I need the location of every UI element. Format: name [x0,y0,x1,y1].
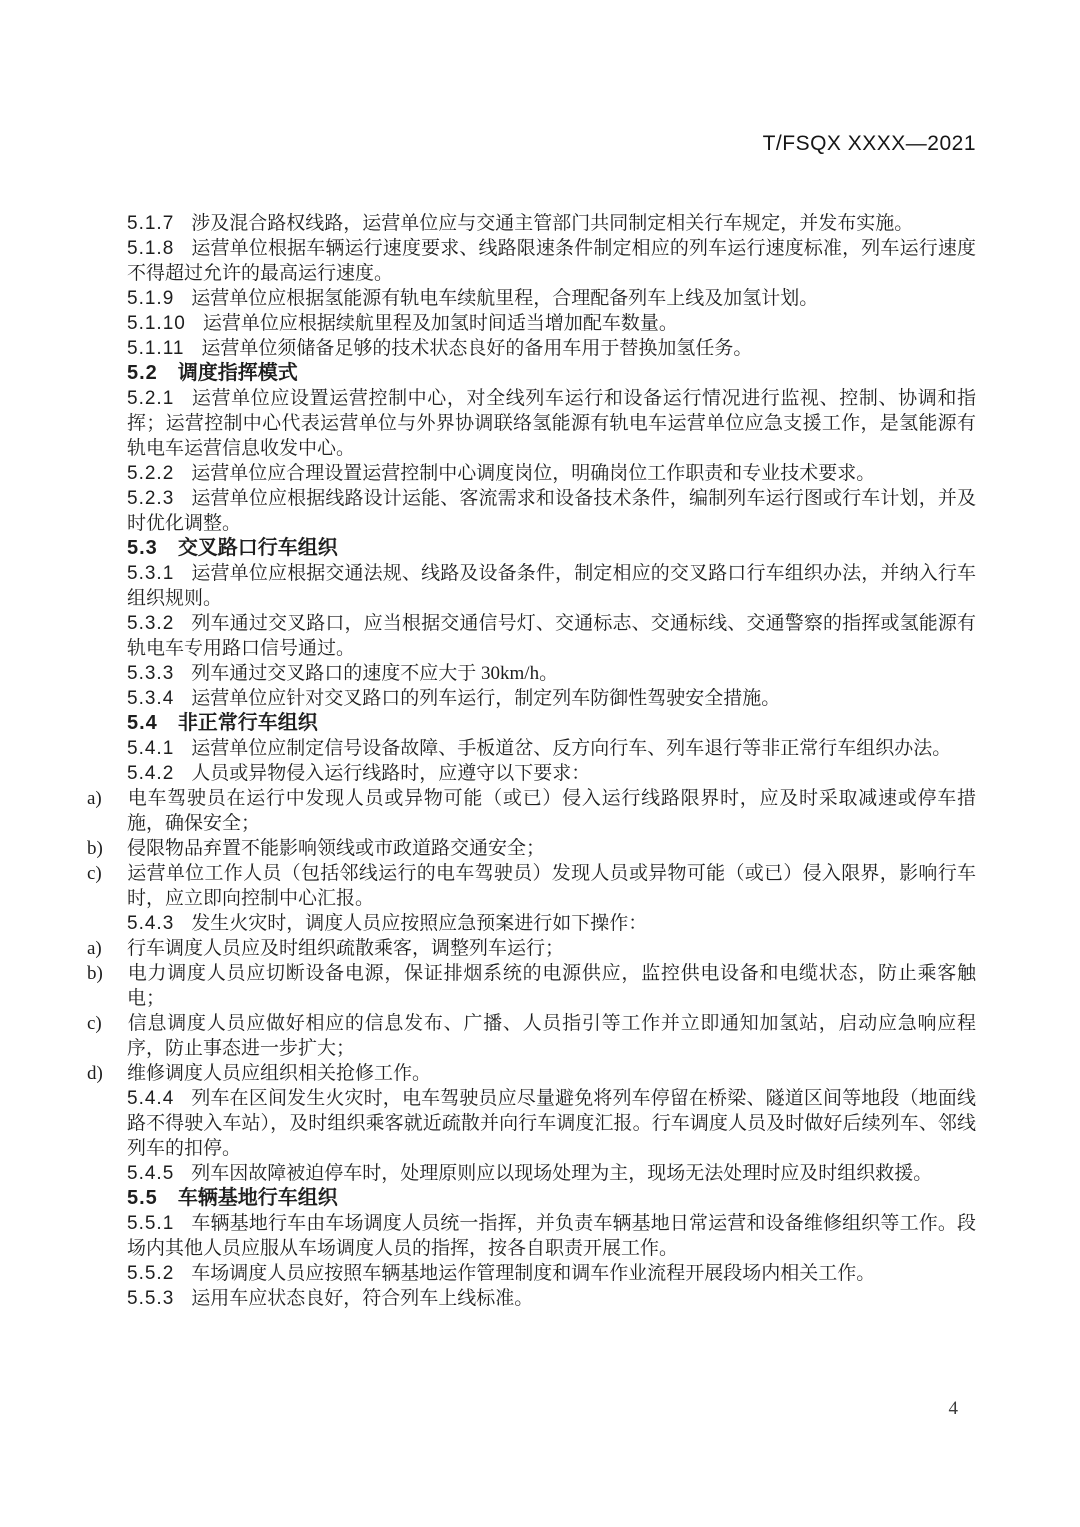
clause-number: 5.4.4 [127,1088,175,1109]
section-heading-5.5 [127,1186,976,1211]
clause-text: 列车因故障被迫停车时，处理原则应以现场处理为主，现场无法处理时应及时组织救援。 [191,1163,933,1184]
list-item-text: 行车调度人员应及时组织疏散乘客，调整列车运行； [127,938,565,959]
clause-5.4.1 [127,736,976,761]
clause-text: 列车通过交叉路口，应当根据交通信号灯、交通标志、交通标线、交通警察的指挥或氢能源有轨电车专用路口信号通过。 [127,613,976,659]
clause-5.4.4 [127,1086,976,1161]
list-item-c [87,1011,976,1061]
clause-5.1.11 [127,336,976,361]
clause-5.1.7 [127,211,976,236]
clause-text: 车辆基地行车由车场调度人员统一指挥，并负责车辆基地日常运营和设备维修组织等工作。段场内其他人员应服从车场调度人员的指挥，按各自职责开展工作。 [127,1213,976,1259]
clause-text: 运营单位应合理设置运营控制中心调度岗位，明确岗位工作职责和专业技术要求。 [191,463,876,484]
clause-text: 人员或异物侵入运行线路时，应遵守以下要求： [191,763,591,784]
clause-number: 5.5.1 [127,1213,175,1234]
list-item-letter: a) [87,788,102,809]
clause-text: 运营单位应设置运营控制中心，对全线列车运行和设备运行情况进行监视、控制、协调和指挥；运营控制中心代表运营单位与外界协调联络氢能源有轨电车运营单位应急支援工作，是氢能源有轨电车运营信息收发中心。 [127,388,976,459]
clause-5.3.2 [127,611,976,661]
clause-number: 5.4.1 [127,738,175,759]
clause-number: 5.3.4 [127,688,175,709]
section-number: 5.5 [127,1187,158,1209]
clause-text: 涉及混合路权线路，运营单位应与交通主管部门共同制定相关行车规定，并发布实施。 [191,213,914,234]
list-item-letter: a) [87,938,102,959]
clause-text: 运营单位应根据氢能源有轨电车续航里程，合理配备列车上线及加氢计划。 [191,288,819,309]
list-item-text: 运营单位工作人员（包括邻线运行的电车驾驶员）发现人员或异物可能（或已）侵入限界，影响行车时，应立即向控制中心汇报。 [127,863,976,909]
clause-number: 5.4.3 [127,913,175,934]
clause-5.3.3 [127,661,976,686]
clause-5.5.1 [127,1211,976,1261]
clause-5.1.10 [127,311,976,336]
clause-number: 5.3.1 [127,563,175,584]
document-content [87,211,976,1311]
clause-text: 车场调度人员应按照车辆基地运作管理制度和调车作业流程开展段场内相关工作。 [191,1263,876,1284]
clause-number: 5.3.3 [127,663,175,684]
clause-text: 列车通过交叉路口的速度不应大于 30km/h。 [191,663,559,684]
clause-text: 发生火灾时，调度人员应按照应急预案进行如下操作： [191,913,648,934]
section-title: 车辆基地行车组织 [177,1187,338,1209]
clause-5.2.1 [127,386,976,461]
list-item-letter: b) [87,838,103,859]
clause-text: 运营单位应根据续航里程及加氢时间适当增加配车数量。 [202,313,678,334]
section-number: 5.3 [127,537,158,559]
list-item-letter: c) [87,863,102,884]
clause-number: 5.1.11 [127,338,185,359]
list-item-c [87,861,976,911]
clause-text: 运营单位应根据交通法规、线路及设备条件，制定相应的交叉路口行车组织办法，并纳入行车组织规则。 [127,563,976,609]
clause-number: 5.3.2 [127,613,175,634]
clause-number: 5.1.9 [127,288,175,309]
section-number: 5.4 [127,712,158,734]
clause-5.5.2 [127,1261,976,1286]
clause-5.3.4 [127,686,976,711]
list-item-a [87,786,976,836]
clause-number: 5.5.3 [127,1288,175,1309]
section-heading-5.3 [127,536,976,561]
section-heading-5.4 [127,711,976,736]
clause-5.1.8 [127,236,976,286]
clause-5.2.3 [127,486,976,536]
clause-text: 运营单位根据车辆运行速度要求、线路限速条件制定相应的列车运行速度标准，列车运行速度不得超过允许的最高运行速度。 [127,238,976,284]
list-item-a [87,936,976,961]
clause-number: 5.2.3 [127,488,175,509]
page-number: 4 [948,1398,958,1419]
section-title: 调度指挥模式 [177,362,298,384]
doc-code-header: T/FSQX XXXX—2021 [762,132,976,155]
clause-number: 5.1.7 [127,213,175,234]
clause-text: 运营单位应针对交叉路口的列车运行，制定列车防御性驾驶安全措施。 [191,688,781,709]
clause-text: 运营单位须储备足够的技术状态良好的备用车用于替换加氢任务。 [201,338,753,359]
list-item-text: 电车驾驶员在运行中发现人员或异物可能（或已）侵入运行线路限界时，应及时采取减速或停车措施，确保安全； [127,788,976,834]
clause-text: 运用车应状态良好，符合列车上线标准。 [191,1288,534,1309]
list-item-letter: b) [87,963,103,984]
clause-number: 5.2.2 [127,463,175,484]
section-title: 非正常行车组织 [177,712,318,734]
section-title: 交叉路口行车组织 [177,537,338,559]
list-item-text: 信息调度人员应做好相应的信息发布、广播、人员指引等工作并立即通知加氢站，启动应急响应程序，防止事态进一步扩大； [127,1013,976,1059]
clause-text: 运营单位应制定信号设备故障、手板道岔、反方向行车、列车退行等非正常行车组织办法。 [191,738,952,759]
clause-text: 运营单位应根据线路设计运能、客流需求和设备技术条件，编制列车运行图或行车计划，并及时优化调整。 [127,488,976,534]
clause-number: 5.4.5 [127,1163,175,1184]
clause-text: 列车在区间发生火灾时，电车驾驶员应尽量避免将列车停留在桥梁、隧道区间等地段（地面线路不得驶入车站），及时组织乘客就近疏散并向行车调度汇报。行车调度人员及时做好后续列车、邻线列车的扣停。 [127,1088,976,1159]
clause-number: 5.4.2 [127,763,175,784]
clause-5.5.3 [127,1286,976,1311]
clause-5.1.9 [127,286,976,311]
clause-5.4.3 [127,911,976,936]
list-item-text: 侵限物品弃置不能影响领线或市政道路交通安全； [127,838,546,859]
clause-number: 5.1.8 [127,238,175,259]
section-heading-5.2 [127,361,976,386]
list-item-text: 电力调度人员应切断设备电源，保证排烟系统的电源供应，监控供电设备和电缆状态，防止乘客触电； [127,963,976,1009]
clause-number: 5.1.10 [127,313,186,334]
clause-5.3.1 [127,561,976,611]
list-item-letter: c) [87,1013,102,1034]
list-item-d [87,1061,976,1086]
clause-number: 5.2.1 [127,388,175,409]
list-item-b [87,961,976,1011]
clause-5.2.2 [127,461,976,486]
clause-5.4.2 [127,761,976,786]
clause-5.4.5 [127,1161,976,1186]
list-item-b [87,836,976,861]
list-item-text: 维修调度人员应组织相关抢修工作。 [127,1063,432,1084]
list-item-letter: d) [87,1063,103,1084]
section-number: 5.2 [127,362,158,384]
clause-number: 5.5.2 [127,1263,175,1284]
